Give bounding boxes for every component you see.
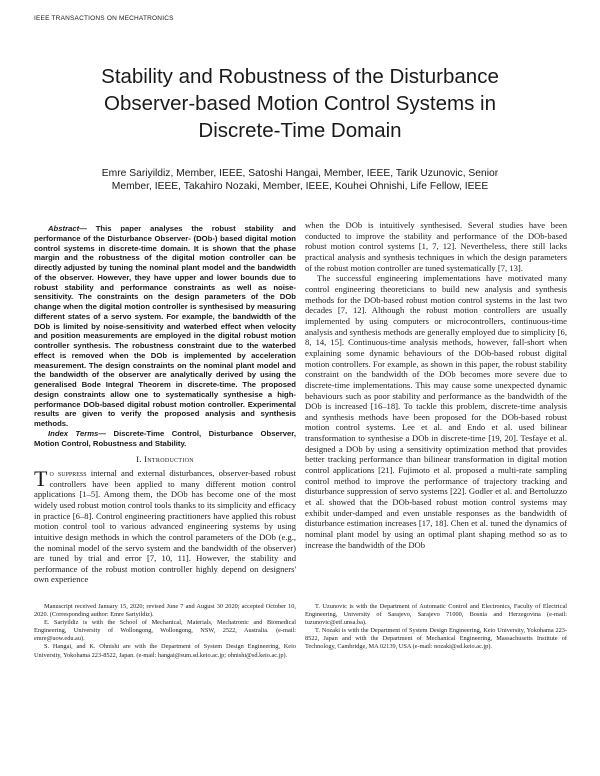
index-terms-text: Discrete-Time Control, Disturbance Observer, Motion Control, Robustness and Stability.	[34, 428, 296, 448]
journal-header: IEEE TRANSACTIONS ON MECHATRONICS	[34, 15, 174, 22]
author-line: Member, IEEE, Takahiro Nozaki, Member, IEEE, Kouhei Ohnishi, Life Fellow, IEEE	[111, 181, 489, 192]
body-paragraph: The successful engineering implementations have motivated many control engineering theoreticians to build new analysis and synthesis methods for the DOb-based robust motion control systems in the last two decades [7, 12]. Although the robust motion controllers are usually implemented by using computers or microcontrollers, continuous-time analysis and synthesis methods are generally employed due to simplicity [6, 8, 14, 15]. Continuous-time analysis methods, however, fall-short when explaining some dynamic behaviours of the DOb-based robust digital motion controllers. For example, as shown in this paper, the robust stability constraint on the bandwidth of the DOb becomes more severe due to discrete-time implementations. This may cause some unexpected dynamic behaviours such as poor stability and performance as the bandwidth of the DOb is increased [16–18]. To tackle this problem, discrete-time analysis and synthesis methods have been proposed for the DOb-based robust motion control systems. Lee et al. and Endo et al. used bilinear transformation to synthesise a DOb in discrete-time [19, 20]. Tesfaye et al. designed a DOb by using a sensitivity optimization method that provides better tracking performance than bilinear transformation in digital motion control applications [21]. Fujimoto et al. proposed a multi-rate sampling control method to improve the performance of trajectory tracking and disturbance suppression of servo systems [22]. Godler et al. and Bertoluzzo et al. showed that the DOb-based robust motion control systems may exhibit under-damped and even unstable responses as the bandwidth of disturbance estimation increases [17, 18]. Chen et al. tuned the dynamics of nominal plant model by using an optimal plant shaping method so as to increase the bandwidth of the DOb	[305, 273, 567, 550]
paper-title	[40, 63, 560, 144]
footnotes-right	[305, 603, 567, 652]
footnotes-left	[34, 603, 296, 660]
left-column	[34, 224, 296, 585]
abstract-separator: —	[79, 224, 96, 233]
footnote: T. Uzunovic is with the Department of Automatic Control and Electronics, Faculty of Electrical Engineering, University of Sarajevo, Sarajevo 71000, Bosnia and Herzegovina (e-mail: tuzunovic@etf.unsa.ba).	[305, 603, 567, 627]
abstract-text: This paper analyses the robust stability and performance of the Disturbance Observer- (DOb-) based digital motion control systems in discrete-time domain. It is shown that the phase margin and the robustness of the digital motion controller can be directly adjusted by tuning the nominal plant model and the bandwidth of the observer. However, they have upper and lower bounds due to robust stability and performance constraints as well as noise-sensitivity. The constraints on the design parameters of the DOb change when the digital motion controller is synthesised by measuring different states of a servo system. For example, the bandwidth of the DOb is limited by noise-sensitivity and waterbed effect when velocity and position measurements are employed in the digital robust motion controller synthesis. The robustness constraint due to the waterbed effect is removed when the DOb is implemented by acceleration measurement. The design constraints on the nominal plant model and the bandwidth of the observer are analytically derived by using the generalised Bode Integral Theorem in discrete-time. The proposed design constraints allow one to systematically synthesise a high-performance DOb-based digital robust motion controller. Experimental results are given to verify the proposed analysis and synthesis methods.	[34, 224, 297, 428]
section-number: I.	[136, 454, 142, 465]
author-list	[40, 167, 560, 193]
title-line: Observer-based Motion Control Systems in	[104, 92, 496, 115]
intro-paragraph-left	[34, 465, 297, 585]
footnote: Manuscript received January 15, 2020; revised June 7 and August 30 2020; accepted October 10, 2020. (Corresponding author: Emre Sariyildiz).	[34, 603, 296, 619]
section-heading	[34, 454, 296, 465]
title-line: Stability and Robustness of the Disturbance	[101, 65, 499, 88]
footnote: T. Nozaki is with the Department of System Design Engineering, Keio University, Yokohama 223-8522, Japan and with the Department of Mechanical Engineering, Massachusetts Institute of Technology, Cambridge, MA 02139, USA (e-mail: nozaki@sd.keio.ac.jp).	[305, 627, 567, 651]
right-column	[305, 220, 567, 550]
intro-text: internal and external disturbances, observer-based robust controllers have been applied to many different motion control applications [1–5]. Among them, the DOb has become one of the most widely used robust motion control tools thanks to its simplicity and efficacy in practice [6–8]. Control engineering practitioners have applied this robust motion control tool to various advanced engineering systems by using intuitive design methods in which the control parameters of the DOb (e.g., the nominal model of the servo system and the bandwidth of the observer) are tuned by trial and error [7, 10, 11]. However, the stability and performance of the robust motion controller highly depend on designers' own experience	[34, 467, 297, 585]
abstract	[34, 224, 296, 429]
title-line: Discrete-Time Domain	[198, 119, 402, 142]
author-line: Emre Sariyildiz, Member, IEEE, Satoshi Hangai, Member, IEEE, Tarik Uzunovic, Senior	[101, 168, 499, 179]
intro-smallcaps: o suppress	[49, 467, 87, 478]
footnote: S. Hangai, and K. Ohnishi are with the Department of System Design Engineering, Keio University, Yokohama 223-8522, Japan. (e-mail: hangai@sum.sd.keio.ac.jp; ohnishi@sd.keio.ac.jp).	[34, 643, 296, 659]
body-paragraph: when the DOb is intuitively synthesised. Several studies have been conducted to improve the stability and performance of the DOb-based robust motion control systems [1, 7, 12]. Nevertheless, there still lacks practical analysis and synthesis techniques in which the design parameters of the robust motion controller are tuned systematically [7, 13].	[305, 220, 567, 273]
section-title: Introduction	[144, 454, 194, 465]
index-terms	[34, 429, 296, 449]
index-terms-separator: —	[98, 428, 114, 438]
footnote: E. Sariyildiz is with the School of Mechanical, Materials, Mechatronic and Biomedical Engineering, University of Wollongong, Wollongong, NSW, 2522, Australia. (e-mail: emre@uow.edu.au).	[34, 619, 296, 643]
abstract-lead: Abstract	[48, 224, 80, 233]
index-terms-lead: Index Terms	[48, 428, 99, 438]
drop-cap: T	[34, 465, 48, 491]
